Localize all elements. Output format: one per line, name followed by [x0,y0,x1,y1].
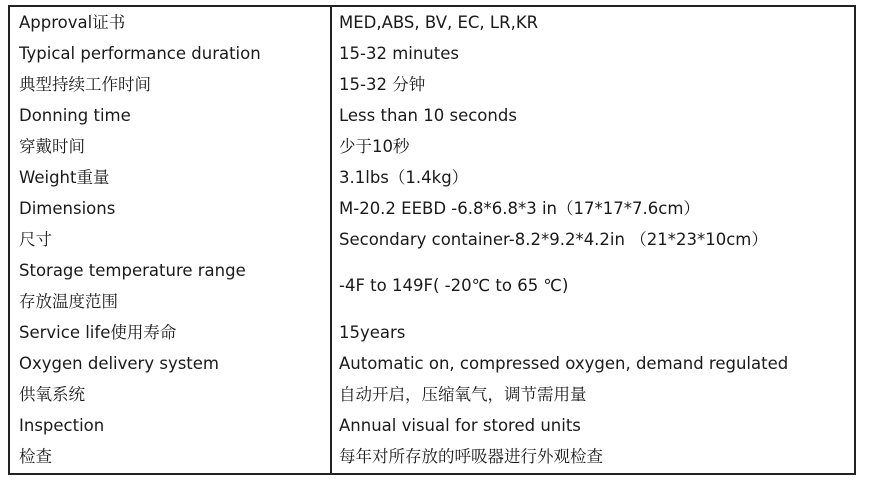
label-donning-time-en: Donning time [19,106,131,125]
value-performance-duration-zh: 15-32 分钟 [339,75,426,94]
value-oxygen-delivery-en: Automatic on, compressed oxygen, demand regulated [339,354,789,373]
value-inspection-zh: 每年对所存放的呼吸器进行外观检查 [339,447,603,466]
label-oxygen-delivery-zh: 供氧系统 [19,385,85,404]
label-weight: Weight重量 [19,168,110,187]
label-inspection-en: Inspection [19,416,105,435]
value-approval: MED,ABS, BV, EC, LR,KR [339,13,539,32]
value-donning-time-zh: 少于10秒 [339,137,410,156]
label-donning-time-zh: 穿戴时间 [19,137,85,156]
label-service-life: Service life使用寿命 [19,323,177,342]
label-dimensions-zh: 尺寸 [19,230,52,249]
label-storage-temperature-en: Storage temperature range [19,261,246,280]
value-service-life: 15years [339,323,406,342]
label-column [10,7,332,473]
label-inspection-zh: 检查 [19,447,52,466]
value-dimensions-en: M-20.2 EEBD -6.8*6.8*3 in（17*17*7.6cm） [339,199,700,218]
label-approval: Approval证书 [19,13,126,32]
value-dimensions-zh: Secondary container-8.2*9.2*4.2in （21*23*10cm） [339,230,768,249]
value-donning-time-en: Less than 10 seconds [339,106,517,125]
label-oxygen-delivery-en: Oxygen delivery system [19,354,219,373]
label-performance-duration-zh: 典型持续工作时间 [19,75,151,94]
value-column [332,7,854,473]
specification-table [8,5,856,475]
value-oxygen-delivery-zh: 自动开启，压缩氧气，调节需用量 [339,385,587,404]
label-storage-temperature [10,255,330,317]
label-dimensions-en: Dimensions [19,199,116,218]
value-storage-temperature: -4F to 149F( -20℃ to 65 ℃) [339,276,569,295]
value-inspection-en: Annual visual for stored units [339,416,581,435]
label-storage-temperature-zh: 存放温度范围 [19,292,118,311]
value-performance-duration-en: 15-32 minutes [339,44,459,63]
value-weight: 3.1lbs（1.4kg） [339,168,469,187]
label-performance-duration-en: Typical performance duration [19,44,261,63]
